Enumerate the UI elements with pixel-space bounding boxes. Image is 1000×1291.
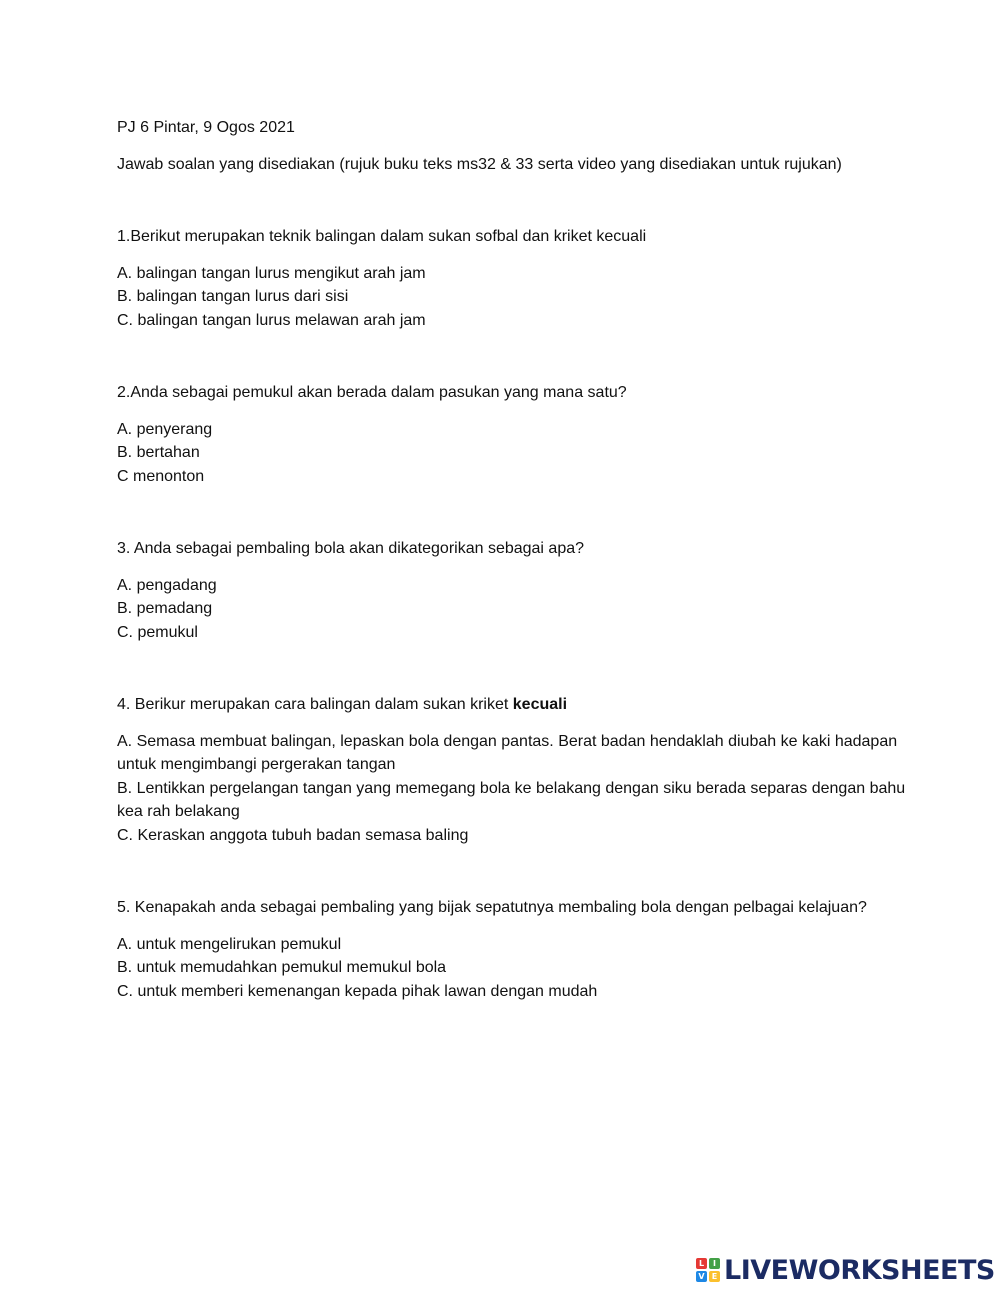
question-4 xyxy=(117,693,917,847)
option-b: B. Lentikkan pergelangan tangan yang memegang bola ke belakang dengan siku berada separas dengan bahu kea rah belakang xyxy=(117,779,906,820)
liveworksheets-logo-icon xyxy=(696,1258,720,1282)
question-options xyxy=(117,262,917,333)
option-b: B. untuk memudahkan pemukul memukul bola xyxy=(117,959,447,976)
question-options xyxy=(117,418,917,489)
option-c: C. pemukul xyxy=(117,623,198,641)
question-options xyxy=(117,730,917,848)
worksheet-instruction: Jawab soalan yang disediakan (rujuk buku teks ms32 & 33 serta video yang disediakan untuk rujukan) xyxy=(117,155,842,173)
question-text-emphasis: kecuali xyxy=(512,696,568,713)
question-5 xyxy=(117,896,917,1003)
question-options xyxy=(117,933,917,1004)
question-text xyxy=(117,693,917,717)
option-b: B. balingan tangan lurus dari sisi xyxy=(117,288,349,305)
question-text: 3. Anda sebagai pembaling bola akan dikategorikan sebagai apa? xyxy=(117,540,585,557)
option-b: B. pemadang xyxy=(117,600,213,617)
question-text: 1.Berikut merupakan teknik balingan dalam sukan sofbal dan kriket kecuali xyxy=(117,228,647,245)
liveworksheets-logo xyxy=(696,1253,995,1287)
option-c: C. balingan tangan lurus melawan arah jam xyxy=(117,311,426,329)
option-a: A. pengadang xyxy=(117,576,217,594)
question-2 xyxy=(117,381,917,488)
option-a: A. balingan tangan lurus mengikut arah jam xyxy=(117,264,426,282)
question-text-main: 4. Berikur merupakan cara balingan dalam sukan kriket xyxy=(117,696,513,713)
worksheet-document xyxy=(117,116,917,1003)
question-options xyxy=(117,574,917,645)
option-c: C. untuk memberi kemenangan kepada pihak lawan dengan mudah xyxy=(117,982,598,1000)
liveworksheets-logo-text: LIVEWORKSHEETS xyxy=(724,1254,995,1286)
question-3 xyxy=(117,537,917,644)
logo-tile-l: L xyxy=(696,1258,707,1269)
option-a: A. untuk mengelirukan pemukul xyxy=(117,935,342,953)
question-text: 5. Kenapakah anda sebagai pembaling yang bijak sepatutnya membaling bola dengan pelbagai kelajuan? xyxy=(117,899,867,916)
logo-tile-v: V xyxy=(696,1271,707,1282)
option-c: C menonton xyxy=(117,467,205,485)
option-a: A. Semasa membuat balingan, lepaskan bola dengan pantas. Berat badan hendaklah diubah ke kaki hadapan untuk mengimbangi pergerakan tangan xyxy=(117,732,898,773)
option-c: C. Keraskan anggota tubuh badan semasa baling xyxy=(117,826,469,844)
logo-tile-e: E xyxy=(709,1271,720,1282)
worksheet-header: PJ 6 Pintar, 9 Ogos 2021 xyxy=(117,119,295,136)
option-b: B. bertahan xyxy=(117,444,200,461)
logo-tile-i: I xyxy=(709,1258,720,1269)
question-1 xyxy=(117,225,917,332)
question-text: 2.Anda sebagai pemukul akan berada dalam pasukan yang mana satu? xyxy=(117,384,627,401)
option-a: A. penyerang xyxy=(117,420,213,438)
